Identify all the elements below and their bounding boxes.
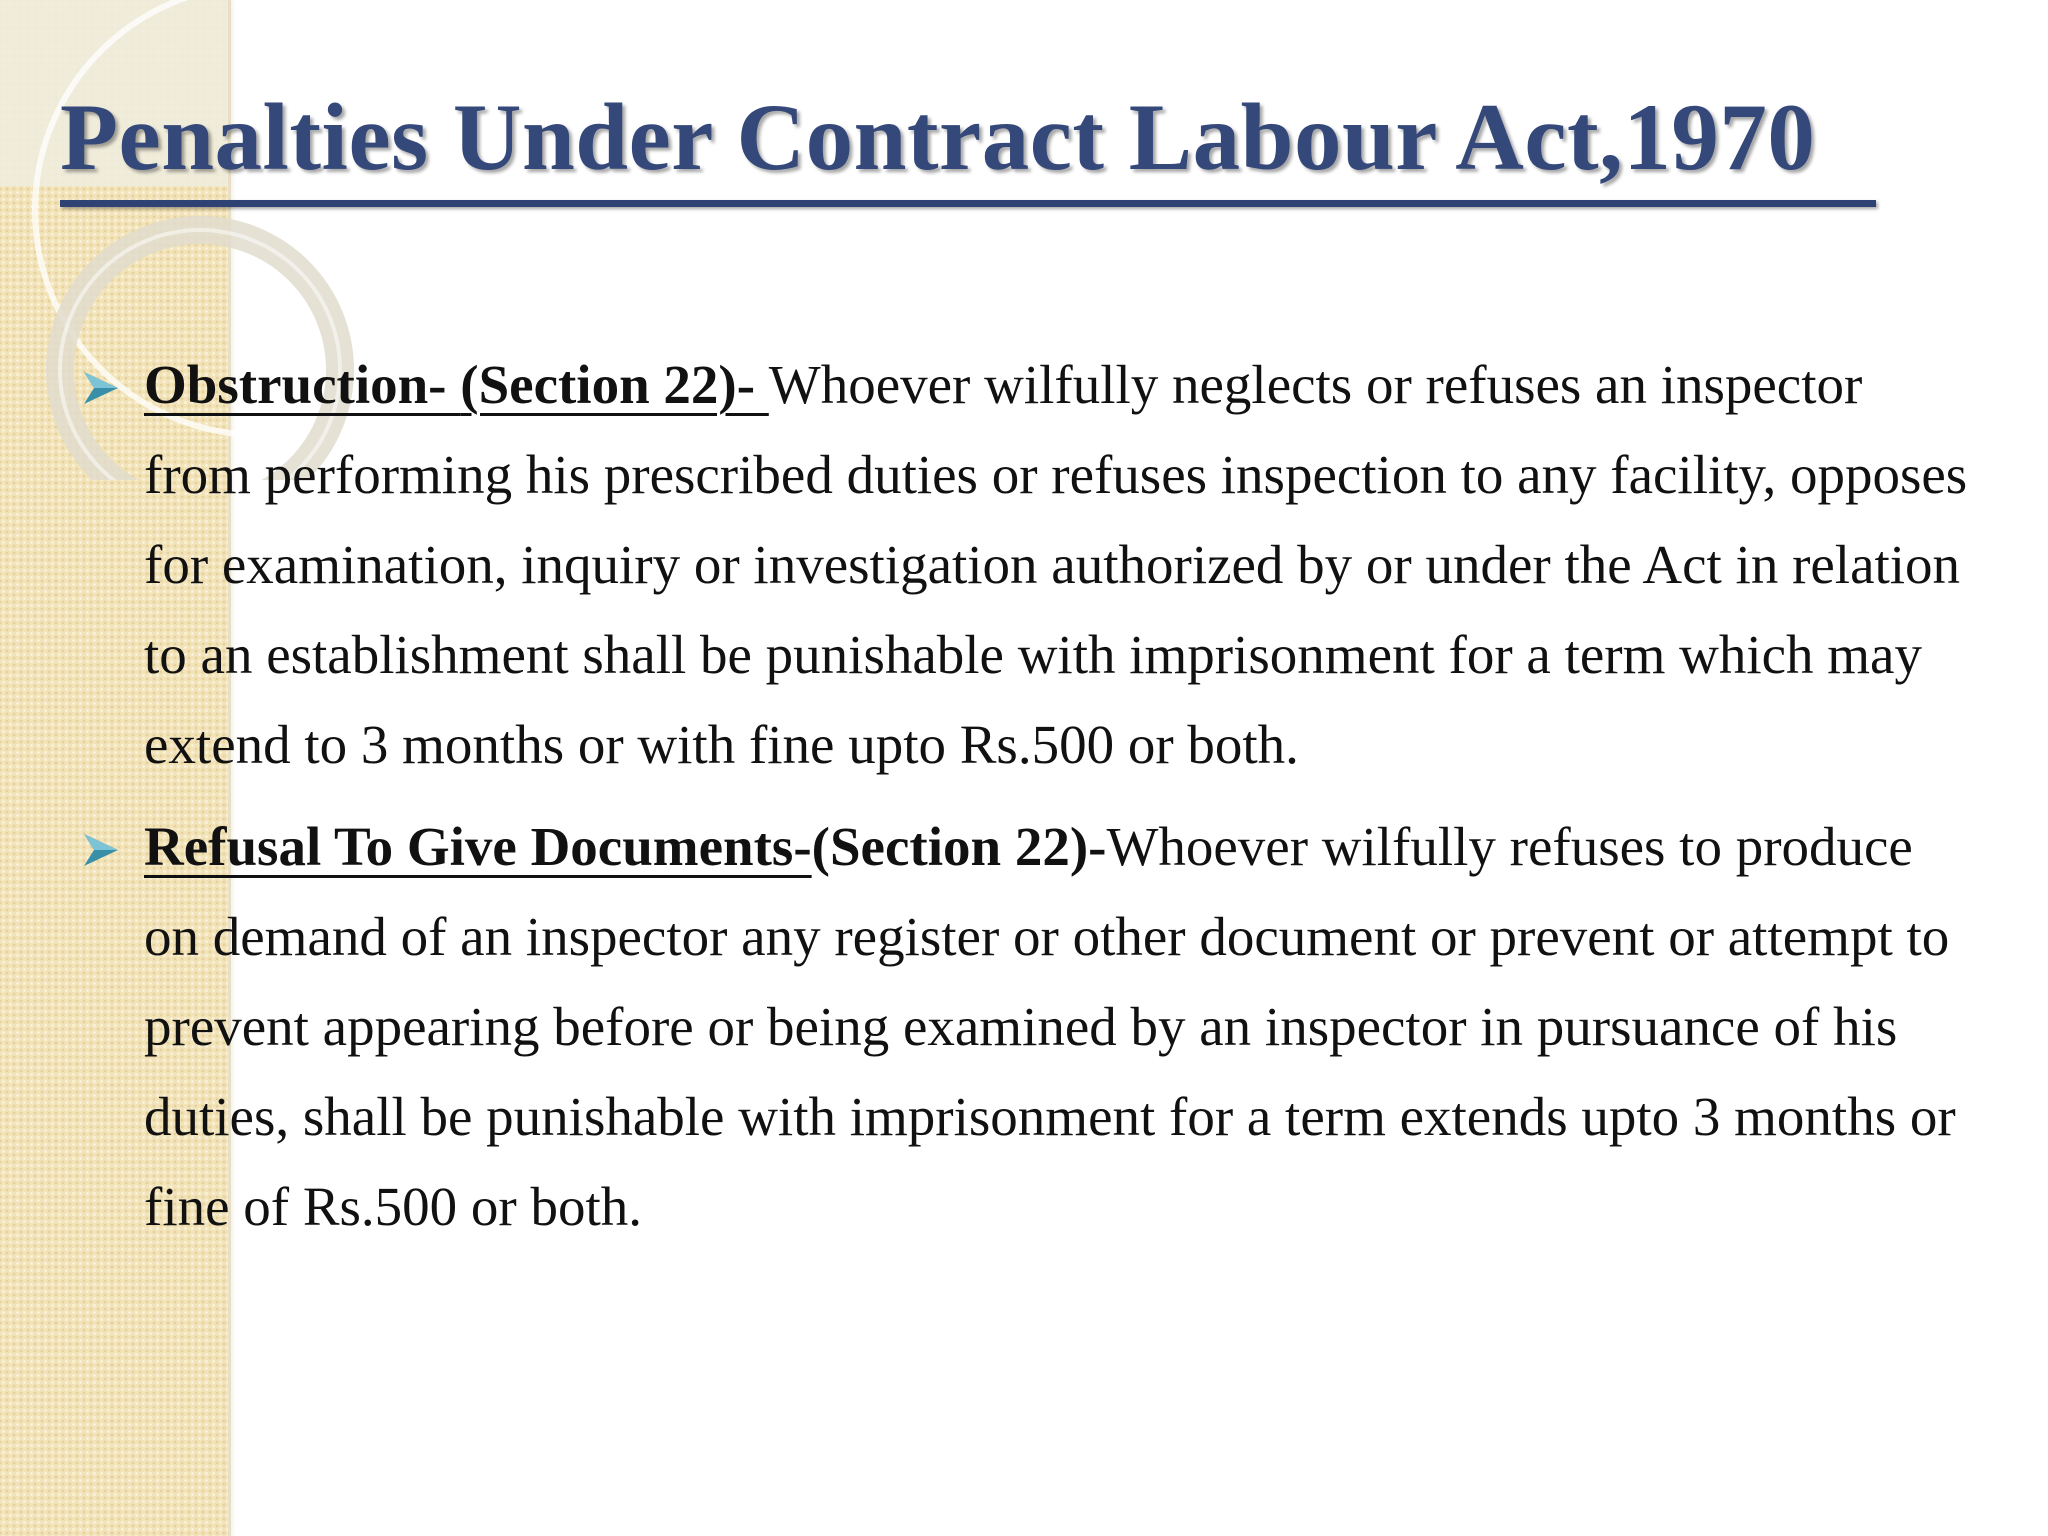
- slide-title: Penalties Under Contract Labour Act,1970: [60, 84, 1816, 190]
- bullet-refusal-documents: [80, 802, 1980, 1252]
- title-underline-rule: [60, 200, 1876, 207]
- bullet-text: Whoever wilfully refuses to produce on demand of an inspector any register or other document or prevent or attempt to prevent appearing before or being examined by an inspector in pursuance of his duties, shall be punishable with imprisonment for a term extends upto 3 months or fine of Rs.500 or both.: [144, 816, 1956, 1237]
- arrow-bullet-icon: [80, 830, 120, 870]
- bullet-heading: Refusal To Give Documents-: [144, 816, 812, 877]
- section-reference: (Section 22)-: [460, 354, 769, 415]
- section-reference: (Section 22)-: [811, 816, 1107, 877]
- bullet-text: Whoever wilfully neglects or refuses an inspector from performing his prescribed duties or refuses inspection to any facility, opposes for examination, inquiry or investigation authorized by or under the Act in relation to an establishment shall be punishable with imprisonment for a term which may extend to 3 months or with fine upto Rs.500 or both.: [144, 354, 1968, 775]
- bullet-heading: Obstruction- (Section 22)-: [144, 354, 769, 415]
- bullet-obstruction: [80, 340, 1980, 790]
- arrow-bullet-icon: [80, 368, 120, 408]
- bullet-list: [80, 340, 1980, 1264]
